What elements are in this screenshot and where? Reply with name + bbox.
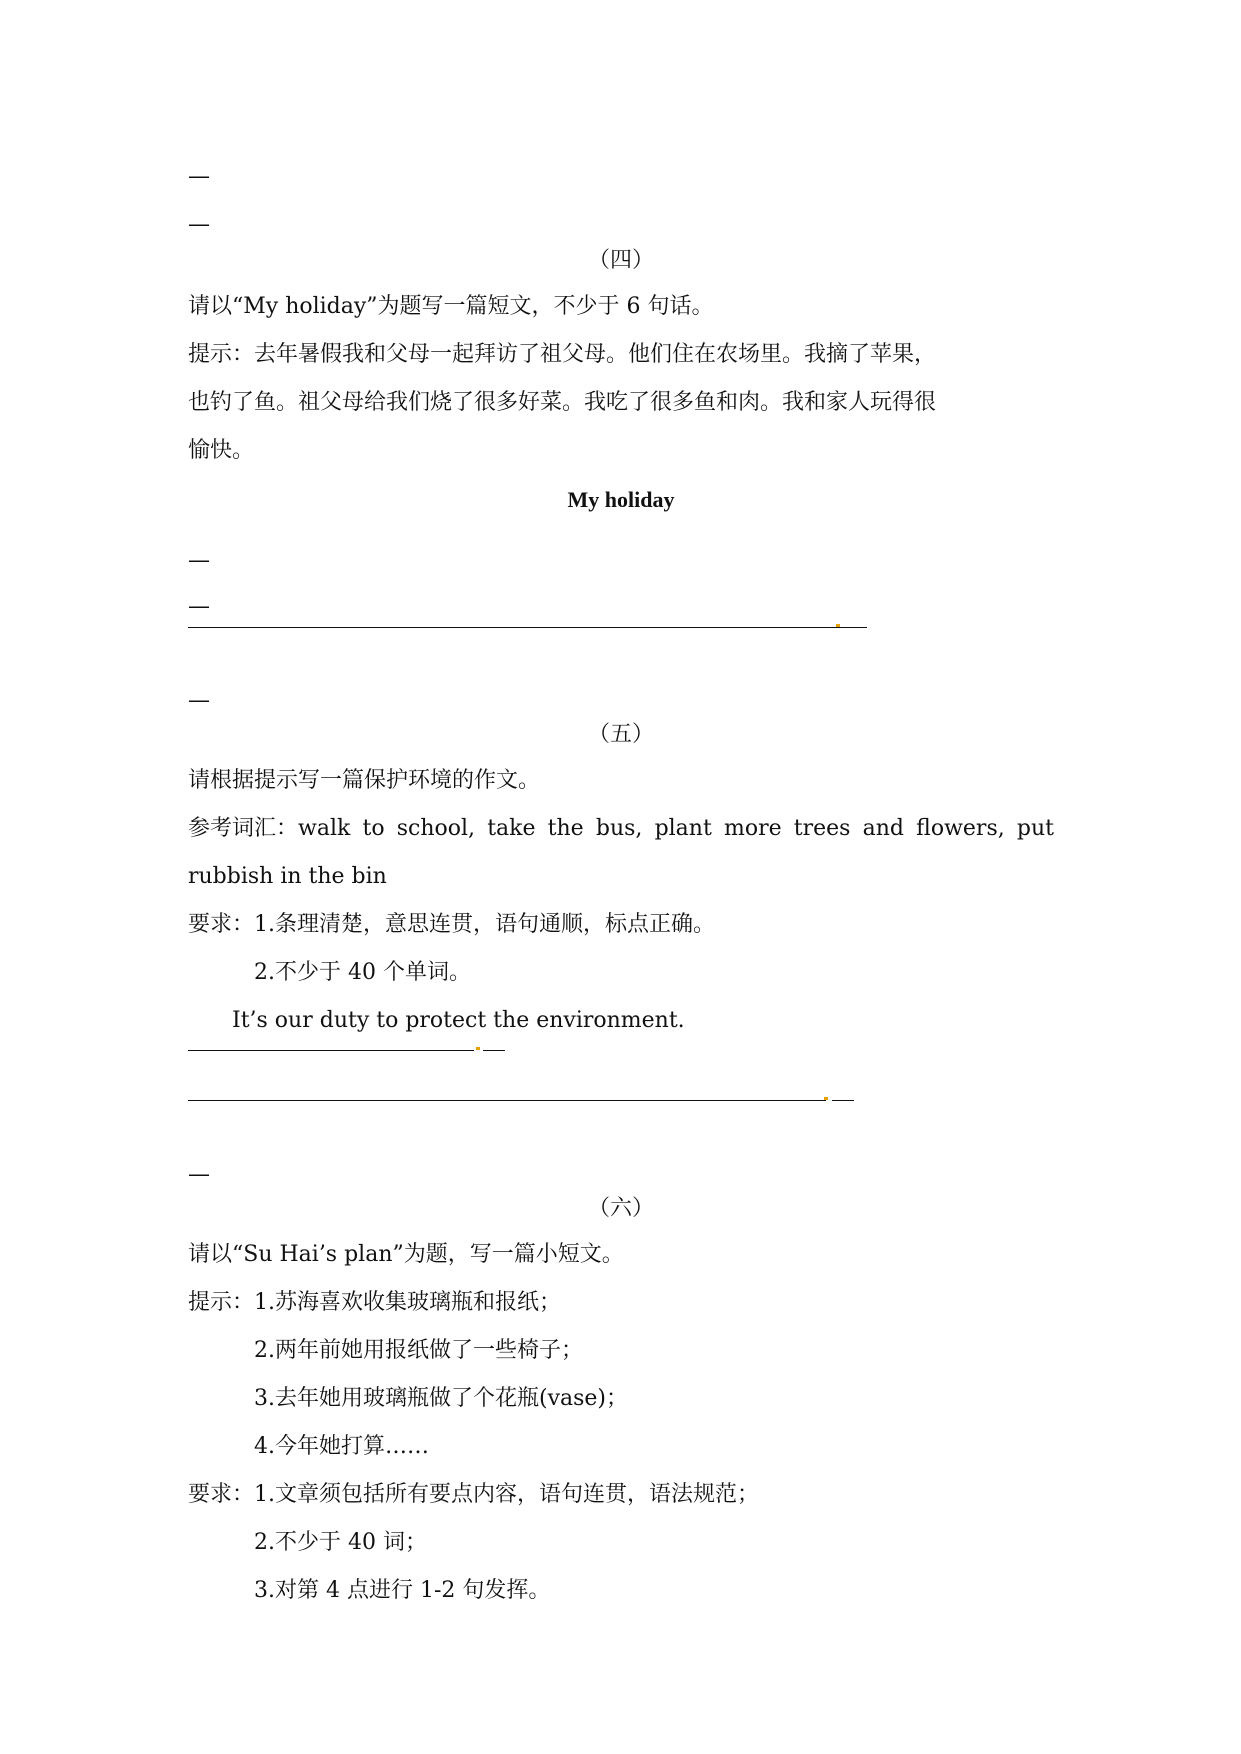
- vocab-word: take: [487, 816, 536, 841]
- section-6-prompt: 请以“Su Hai’s plan”为题，写一篇小短文。: [188, 1242, 624, 1267]
- vocab-word: put: [1016, 816, 1054, 841]
- section-5-requirement: 2.不少于 40 个单词。: [254, 960, 471, 985]
- essay-opening-sentence: It’s our duty to protect the environment.: [232, 1008, 685, 1033]
- answer-underline: [188, 1050, 474, 1051]
- answer-line-dash: —: [188, 548, 210, 573]
- section-4-hint-line: 愉快。: [188, 438, 255, 463]
- vocab-word: 参考词汇：walk: [188, 816, 351, 841]
- section-4-heading: （四）: [587, 248, 654, 273]
- vocab-word: to: [362, 816, 385, 841]
- section-6-requirement: 要求：1.文章须包括所有要点内容，语句连贯，语法规范；: [188, 1482, 759, 1507]
- vocab-word: flowers,: [916, 816, 1005, 841]
- section-6-hint: 提示：1.苏海喜欢收集玻璃瓶和报纸；: [188, 1290, 561, 1315]
- vocab-word: bus,: [595, 816, 643, 841]
- section-5-requirement: 要求：1.条理清楚，意思连贯，语句通顺，标点正确。: [188, 912, 715, 937]
- answer-line-dash: —: [188, 212, 210, 237]
- answer-underline: [188, 627, 860, 628]
- revision-mark: [824, 1097, 828, 1100]
- section-6-hint: 2.两年前她用报纸做了一些椅子；: [254, 1338, 583, 1363]
- section-5-prompt: 请根据提示写一篇保护环境的作文。: [188, 768, 541, 793]
- vocab-word: the: [547, 816, 584, 841]
- answer-underline: [483, 1050, 505, 1051]
- answer-line-dash: —: [188, 164, 210, 189]
- answer-underline: [188, 1100, 826, 1101]
- vocab-word: plant: [654, 816, 712, 841]
- section-4-hint-line: 也钓了鱼。祖父母给我们烧了很多好菜。我吃了很多鱼和肉。我和家人玩得很: [188, 390, 937, 415]
- essay-title: My holiday: [567, 487, 675, 512]
- vocab-word: and: [862, 816, 904, 841]
- section-6-requirement: 2.不少于 40 词；: [254, 1530, 427, 1555]
- section-4-prompt: 请以“My holiday”为题写一篇短文，不少于 6 句话。: [188, 294, 714, 319]
- answer-line-dash: —: [188, 1162, 210, 1187]
- vocab-word: more: [723, 816, 782, 841]
- section-4-hint-line: 提示：去年暑假我和父母一起拜访了祖父母。他们住在农场里。我摘了苹果，: [188, 342, 937, 367]
- answer-line-dash: —: [188, 688, 210, 713]
- answer-underline: [832, 1100, 854, 1101]
- section-6-hint: 3.去年她用玻璃瓶做了个花瓶(vase)；: [254, 1386, 629, 1411]
- answer-line-dash: —: [188, 594, 210, 619]
- section-6-hint: 4.今年她打算……: [254, 1434, 429, 1459]
- revision-mark: [476, 1047, 480, 1050]
- vocab-word: trees: [793, 816, 851, 841]
- vocab-word: school,: [396, 816, 476, 841]
- section-5-vocab-line: [188, 814, 1054, 844]
- section-5-vocab-line: rubbish in the bin: [188, 864, 387, 889]
- section-5-heading: （五）: [587, 722, 654, 747]
- answer-underline: [845, 627, 867, 628]
- section-6-requirement: 3.对第 4 点进行 1-2 句发挥。: [254, 1578, 551, 1603]
- revision-mark: [836, 624, 840, 627]
- section-6-heading: （六）: [587, 1196, 654, 1221]
